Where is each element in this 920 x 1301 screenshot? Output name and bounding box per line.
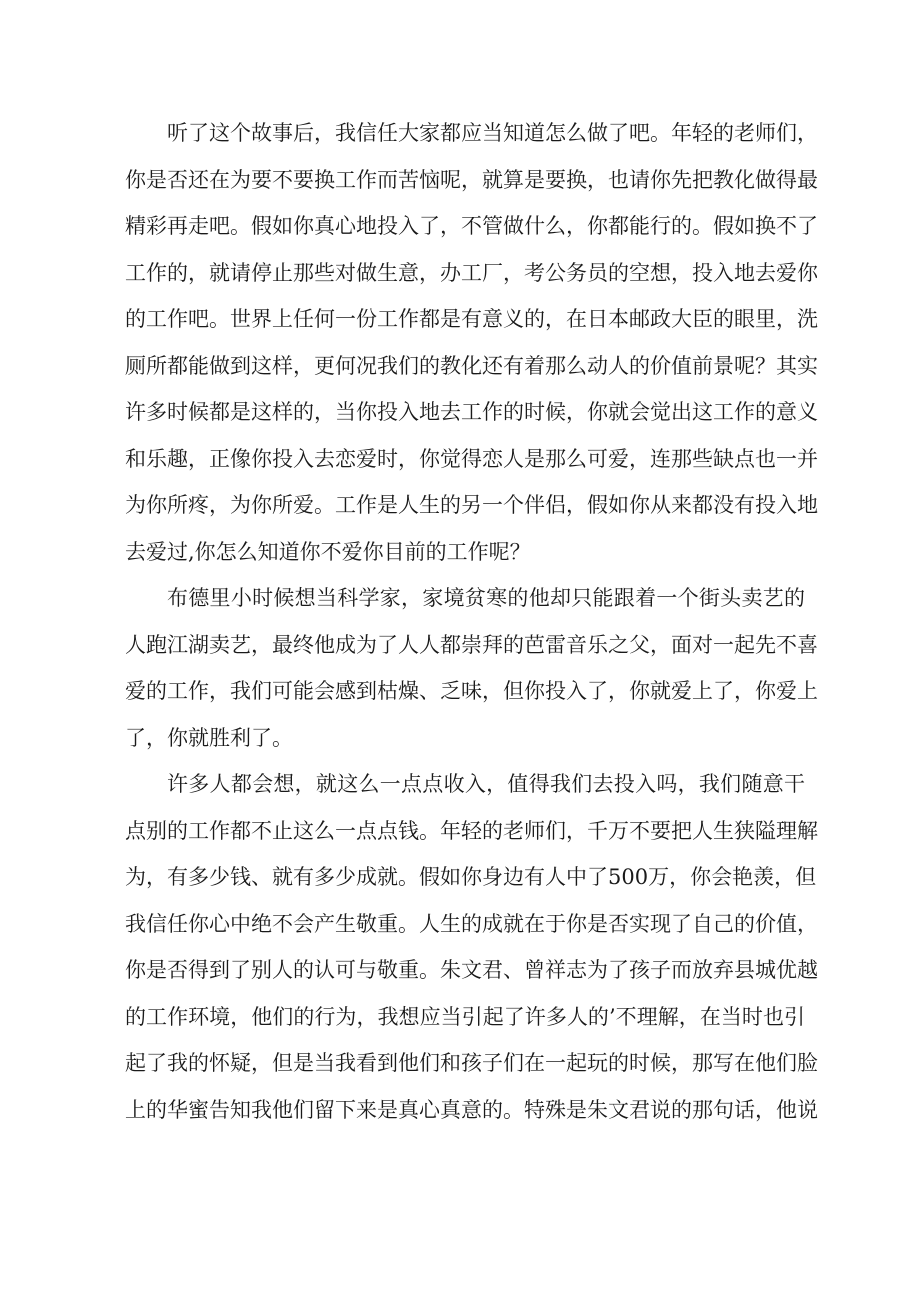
- paragraph-2-line-1: 布德里小时候想当科学家，家境贫寒的他却只能跟着一个街头卖艺的: [167, 586, 805, 610]
- paragraph-1-line-8: 和乐趣，正像你投入去恋爱时，你觉得恋人是那么可爱，连那些缺点也一并: [125, 446, 818, 471]
- paragraph-1-line-10: 去爱过,你怎么知道你不爱你目前的工作呢？: [125, 539, 531, 564]
- paragraph-3-line-5: 你是否得到了别人的认可与敬重。朱文君、曾祥志为了孩子而放弃县城优越: [125, 958, 818, 982]
- paragraph-3-line-6: 的工作环境，他们的行为，我想应当引起了许多人的’不理解，在当时也引: [125, 1004, 805, 1029]
- paragraph-1-line-1: 听了这个故事后，我信任大家都应当知道怎么做了吧。年轻的老师们，: [167, 121, 818, 145]
- paragraph-2-line-2: 人跑江湖卖艺，最终他成为了人人都崇拜的芭雷音乐之父，面对一起先不喜: [125, 632, 818, 657]
- paragraph-1-line-7: 许多时候都是这样的，当你投入地去工作的时候，你就会觉出这工作的意义: [125, 400, 818, 424]
- body-text: [125, 110, 818, 1133]
- paragraph-2-line-4: 了，你就胜利了。: [125, 725, 293, 750]
- paragraph-3-line-7: 起了我的怀疑，但是当我看到他们和孩子们在一起玩的时候，那写在他们脸: [125, 1051, 818, 1075]
- paragraph-3-line-1: 许多人都会想，就这么一点点收入，值得我们去投入吗，我们随意干: [167, 772, 805, 796]
- paragraph-1-line-2: 你是否还在为要不要换工作而苦恼呢，就算是要换，也请你先把教化做得最: [125, 167, 818, 192]
- paragraph-2-line-3: 爱的工作，我们可能会感到枯燥、乏味，但你投入了，你就爱上了，你爱上: [125, 679, 818, 703]
- paragraph-1-line-5: 的工作吧。世界上任何一份工作都是有意义的，在日本邮政大臣的眼里，洗: [125, 307, 818, 331]
- paragraph-3-line-4: 我信任你心中绝不会产生敬重。人生的成就在于你是否实现了自己的价值，: [125, 911, 818, 936]
- paragraph-1-line-4: 工作的，就请停止那些对做生意，办工厂，考公务员的空想，投入地去爱你: [125, 260, 818, 285]
- paragraph-3-line-2: 点别的工作都不止这么一点点钱。年轻的老师们，千万不要把人生狭隘理解: [125, 818, 818, 843]
- paragraph-1-line-9: 为你所疼，为你所爱。工作是人生的另一个伴侣，假如你从来都没有投入地: [125, 493, 818, 517]
- paragraph-1-line-6: 厕所都能做到这样，更何况我们的教化还有着那么动人的价值前景呢？其实: [125, 353, 818, 378]
- paragraph-3-line-8: 上的华蜜告知我他们留下来是真心真意的。特殊是朱文君说的那句话，他说: [125, 1097, 818, 1122]
- paragraph-3-line-3: 为，有多少钱、就有多少成就。假如你身边有人中了500万，你会艳羡，但: [125, 865, 817, 889]
- paragraph-1-line-3: 精彩再走吧。假如你真心地投入了，不管做什么，你都能行的。假如换不了: [125, 214, 818, 238]
